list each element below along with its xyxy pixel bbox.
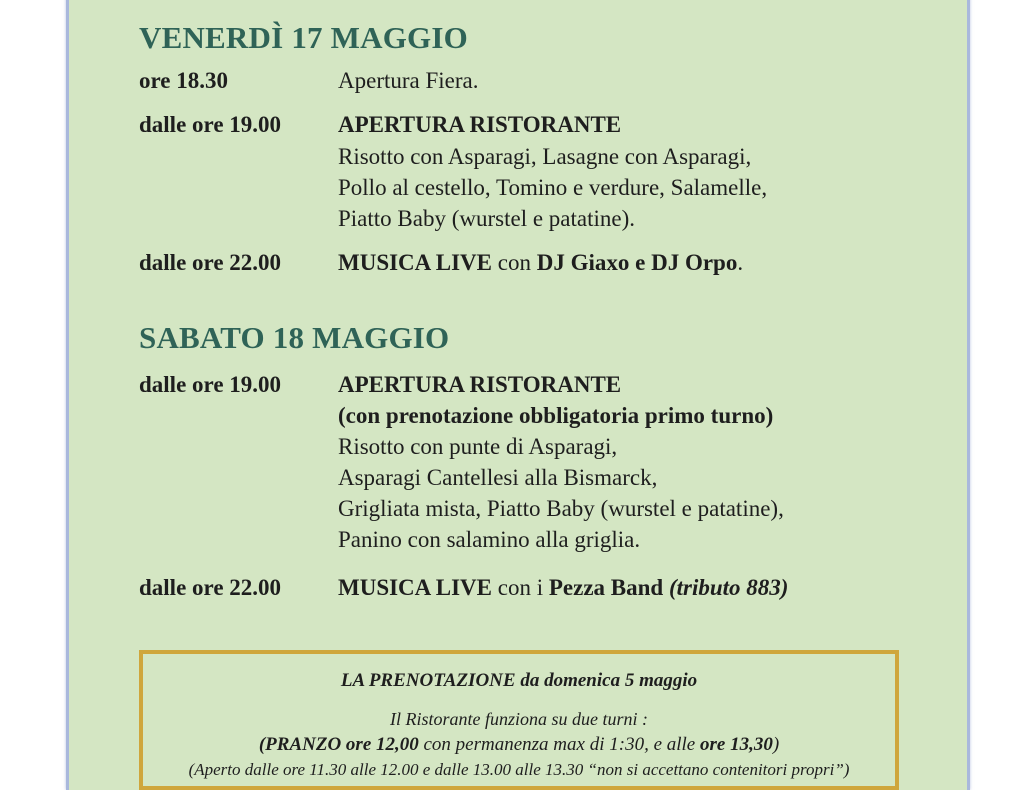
music-performer: Pezza Band [548,575,664,600]
music-performer: DJ Giaxo e DJ Orpo [536,250,738,275]
saturday-music-line [338,575,788,601]
friday-heading: VENERDÌ 17 MAGGIO [139,20,468,55]
booking-shifts: Il Ristorante funziona su due turni : [390,709,648,729]
saturday-heading: SABATO 18 MAGGIO [139,320,450,355]
friday-menu-line-3: Piatto Baby (wurstel e patatine). [338,206,636,231]
friday-menu-line-2: Pollo al cestello, Tomino e verdure, Salamelle, [338,175,768,200]
booking-lunch [143,734,895,756]
saturday-time-1: dalle ore 19.00 [139,372,282,397]
saturday-menu-line-4: Panino con salamino alla griglia. [338,527,641,552]
friday-time-2: dalle ore 19.00 [139,112,282,137]
booking-second-shift: ore 13,30 [700,734,773,755]
booking-lunch-time: (PRANZO ore 12,00 [258,734,419,755]
music-connector: con i [492,575,549,600]
friday-music-line [338,250,743,276]
saturday-menu-line-1: Risotto con punte di Asparagi, [338,434,618,459]
saturday-restaurant-subtitle: (con prenotazione obbligatoria primo turno) [338,403,774,428]
booking-lunch-close: ) [772,734,780,755]
booking-title-label: LA PRENOTAZIONE [340,670,516,691]
friday-restaurant-title: APERTURA RISTORANTE [338,112,622,137]
friday-time-1: ore 18.30 [139,68,229,93]
booking-box [139,650,899,790]
saturday-menu-line-3: Grigliata mista, Piatto Baby (wurstel e patatine), [338,496,784,521]
friday-text-1: Apertura Fiera. [338,68,479,93]
saturday-restaurant-title: APERTURA RISTORANTE [338,372,622,397]
booking-title-date: da domenica 5 maggio [515,670,698,691]
friday-time-3: dalle ore 22.00 [139,250,282,275]
friday-menu-line-1: Risotto con Asparagi, Lasagne con Asparagi, [338,144,752,169]
saturday-time-2: dalle ore 22.00 [139,575,282,600]
booking-title [143,670,895,692]
saturday-menu-line-2: Asparagi Cantellesi alla Bismarck, [338,465,658,490]
booking-lunch-duration: con permanenza max di 1:30, e alle [418,734,700,755]
music-label: MUSICA LIVE [338,250,493,275]
music-note: (tributo 883) [668,575,789,600]
music-end: . [737,250,744,275]
music-connector: con [492,250,537,275]
music-label: MUSICA LIVE [338,575,493,600]
booking-hours-note: (Aperto dalle ore 11.30 alle 12.00 e dalle 13.00 alle 13.30 “non si accettano contenitori propri”) [188,760,850,779]
